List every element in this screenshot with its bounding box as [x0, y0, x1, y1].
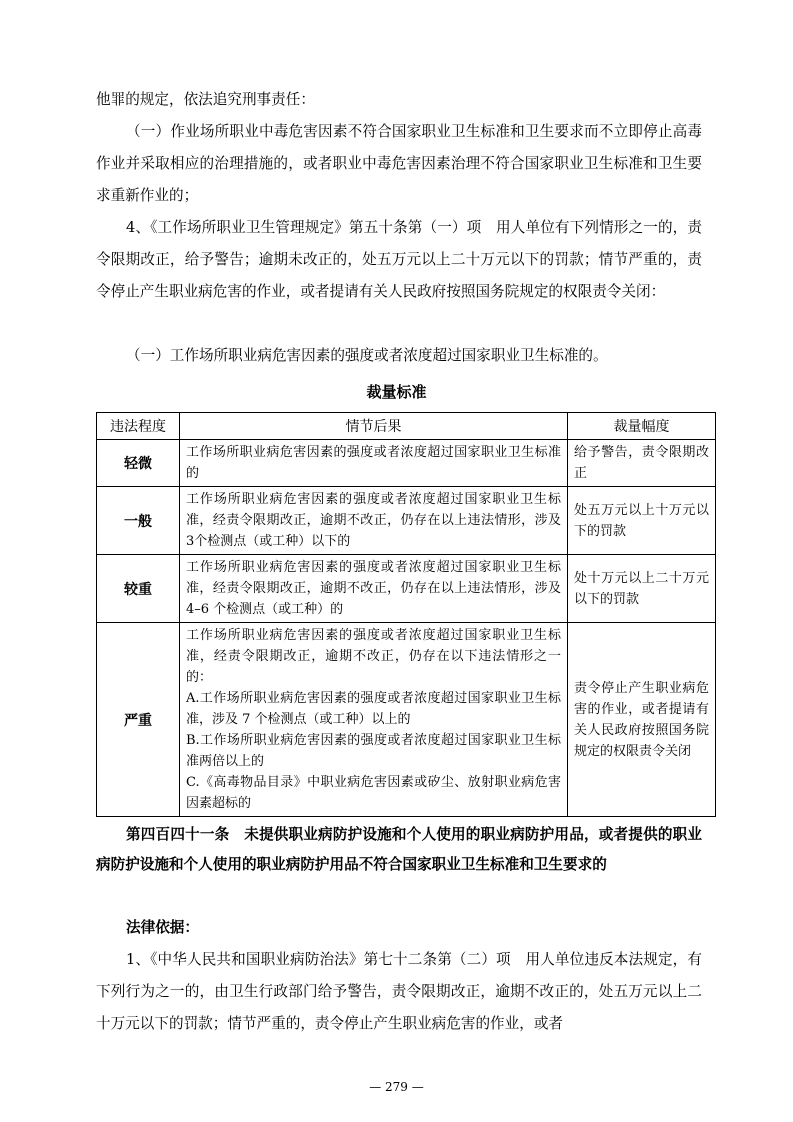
- legal-basis-label: 法律依据：: [126, 919, 199, 936]
- level-cell: 轻微: [97, 440, 180, 487]
- header-circumstances: 情节后果: [180, 413, 568, 440]
- table-row: [97, 555, 716, 623]
- penalty-cell: 责令停止产生职业病危害的作业，或者提请有关人民政府按照国务院规定的权限责令关闭: [568, 623, 716, 817]
- level-cell: 较重: [97, 555, 180, 623]
- penalty-cell: 处十万元以上二十万元以下的罚款: [568, 555, 716, 623]
- discretion-table: [96, 412, 716, 817]
- page-number: — 279 —: [369, 1080, 424, 1094]
- condition-a: A.工作场所职业病危害因素的强度或者浓度超过国家职业卫生标准，涉及 7 个检测点（或工种）以上的: [186, 691, 561, 727]
- level-cell: 严重: [97, 623, 180, 817]
- circumstances-cell: 工作场所职业病危害因素的强度或者浓度超过国家职业卫生标准，经责令限期改正，逾期不改正，仍存在以上违法情形，涉及 4–6 个检测点（或工种）的: [180, 555, 568, 623]
- paragraph-clause-1-workplace: （一）工作场所职业病危害因素的强度或者浓度超过国家职业卫生标准的。: [126, 347, 608, 364]
- article-heading: 第四百四十一条 未提供职业病防护设施和个人使用的职业病防护用品，或者提供的职业病防护设施和个人使用的职业病防护用品不符合国家职业卫生标准和卫生要求的: [96, 826, 702, 873]
- header-penalty-range: 裁量幅度: [568, 413, 716, 440]
- circumstances-cell: [180, 623, 568, 817]
- paragraph-clause-1: （一）作业场所职业中毒危害因素不符合国家职业卫生标准和卫生要求而不立即停止高毒作业并采取相应的治理措施的，或者职业中毒危害因素治理不符合国家职业卫生标准和卫生要求重新作业的；: [96, 123, 702, 204]
- paragraph-continuation: 他罪的规定，依法追究刑事责任：: [96, 91, 315, 108]
- header-violation-level: 违法程度: [97, 413, 180, 440]
- table-title: 裁量标准: [366, 383, 427, 401]
- condition-intro: 工作场所职业病危害因素的强度或者浓度超过国家职业卫生标准，经责令限期改正，逾期不改正，仍存在以下违法情形之一的：: [186, 628, 561, 685]
- penalty-cell: 处五万元以上十万元以下的罚款: [568, 487, 716, 555]
- circumstances-cell: 工作场所职业病危害因素的强度或者浓度超过国家职业卫生标准，经责令限期改正，逾期不改正，仍存在以上违法情形，涉及 3个检测点（或工种）以下的: [180, 487, 568, 555]
- table-header-row: [97, 413, 716, 440]
- level-cell: 一般: [97, 487, 180, 555]
- paragraph-regulation-article-50: 4、《工作场所职业卫生管理规定》第五十条第（一）项 用人单位有下列情形之一的，责令限期改正，给予警告；逾期未改正的，处五万元以上二十万元以下的罚款；情节严重的，责令停止产生职业病危害的作业，或者提请有关人民政府按照国务院规定的权限责令关闭：: [96, 219, 702, 300]
- table-row: [97, 623, 716, 817]
- legal-basis-text: 1、《中华人民共和国职业病防治法》第七十二条第（二）项 用人单位违反本法规定，有下列行为之一的，由卫生行政部门给予警告，责令限期改正，逾期不改正的，处五万元以上二十万元以下的罚款；情节严重的，责令停止产生职业病危害的作业，或者: [96, 951, 702, 1032]
- circumstances-cell: 工作场所职业病危害因素的强度或者浓度超过国家职业卫生标准的: [180, 440, 568, 487]
- penalty-cell: 给予警告，责令限期改正: [568, 440, 716, 487]
- condition-c: C.《高毒物品目录》中职业病危害因素或矽尘、放射职业病危害因素超标的: [186, 775, 561, 811]
- table-row: [97, 440, 716, 487]
- condition-b: B.工作场所职业病危害因素的强度或者浓度超过国家职业卫生标准两倍以上的: [186, 733, 561, 769]
- table-row: [97, 487, 716, 555]
